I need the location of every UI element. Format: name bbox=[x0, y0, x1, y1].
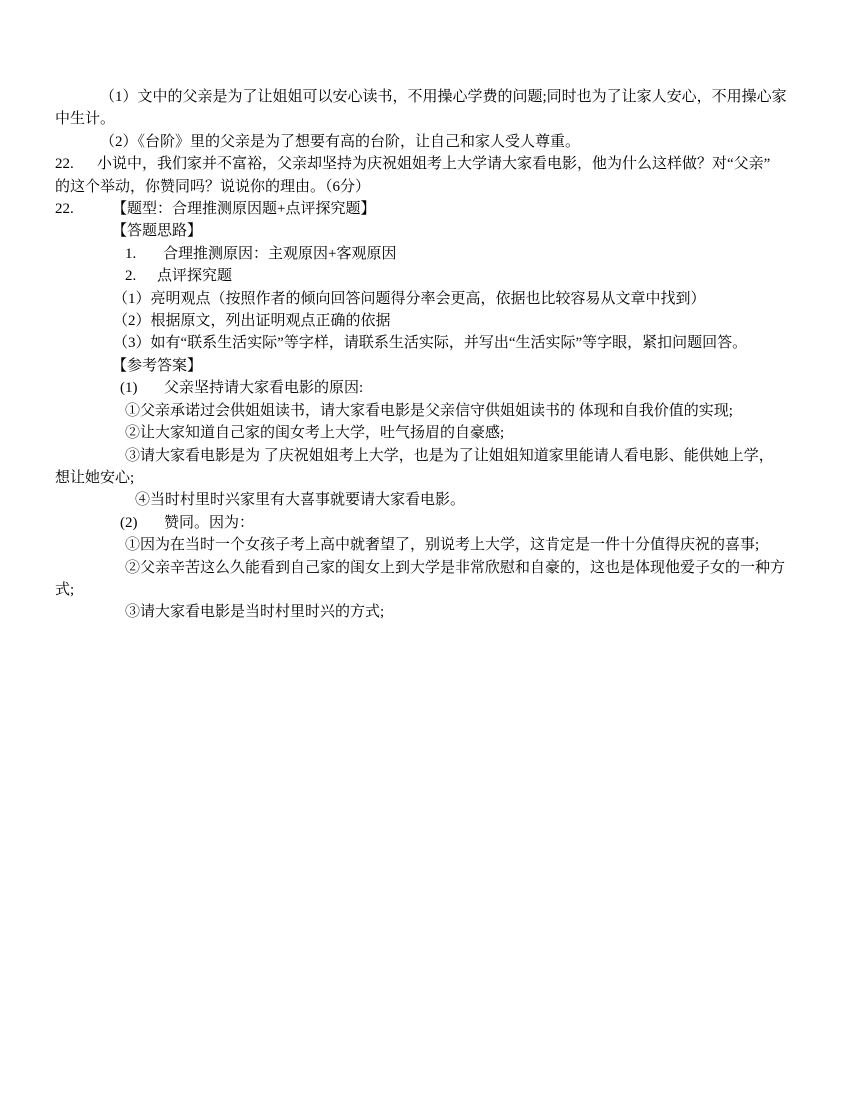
line-text: 式; bbox=[55, 581, 75, 598]
line-text: ①因为在当时一个女孩子考上高中就奢望了，别说考上大学，这肯定是一件十分值得庆祝的喜事; bbox=[125, 537, 760, 554]
circled-item bbox=[135, 489, 795, 511]
line-text: 【题型：合理推测原因题+点评探究题】 bbox=[112, 201, 376, 218]
line-text: ①父亲承诺过会供姐姐读书，请大家看电影是父亲信守供姐姐读书的 体现和自我价值的实现; bbox=[125, 402, 733, 419]
section-header bbox=[112, 355, 795, 377]
line-text: 的这个举动，你赞同吗？说说你的理由。（6分） bbox=[55, 178, 371, 195]
text-line bbox=[55, 108, 795, 130]
list-number: 2. bbox=[125, 268, 137, 285]
circled-item bbox=[125, 557, 795, 579]
line-text: 合理推测原因：主观原因+客观原因 bbox=[163, 245, 397, 262]
answer-item bbox=[120, 512, 795, 534]
text-line bbox=[55, 467, 795, 489]
text-line bbox=[100, 131, 795, 153]
line-text: ②父亲辛苦这么久能看到自己家的闺女上到大学是非常欣慰和自豪的，这也是体现他爱子女的一种方 bbox=[125, 559, 786, 576]
question-line bbox=[55, 153, 795, 175]
line-text: （3）如有“联系生活实际”等字样，请联系生活实际，并写出“生活实际”等字眼，紧扣问题回答。 bbox=[113, 335, 748, 352]
answer-heading-line bbox=[55, 198, 795, 220]
circled-item bbox=[125, 400, 795, 422]
list-number: 1. bbox=[125, 245, 137, 262]
line-text: 中生计。 bbox=[55, 111, 116, 128]
text-line bbox=[55, 176, 795, 198]
section-header bbox=[112, 220, 795, 242]
list-number: (2) bbox=[120, 514, 138, 531]
text-line bbox=[55, 579, 795, 601]
line-text: 【参考答案】 bbox=[112, 357, 203, 374]
line-text: 【答题思路】 bbox=[112, 223, 203, 240]
line-text: ③请大家看电影是为 了庆祝姐姐考上大学，也是为了让姐姐知道家里能请人看电影、能供她上学， bbox=[125, 447, 774, 464]
line-text: 赞同。因为： bbox=[164, 514, 255, 531]
line-text: （2）根据原文，列出证明观点正确的依据 bbox=[113, 313, 391, 330]
numbered-item bbox=[125, 243, 795, 265]
list-number: 22. bbox=[55, 201, 74, 218]
circled-item bbox=[125, 422, 795, 444]
line-text: （2）《台阶》里的父亲是为了想要有高的台阶，让自己和家人受人尊重。 bbox=[100, 133, 581, 150]
list-number: 22. bbox=[55, 156, 74, 173]
numbered-item bbox=[125, 265, 795, 287]
line-text: 父亲坚持请大家看电影的原因: bbox=[164, 380, 364, 397]
line-text: 点评探究题 bbox=[157, 268, 233, 285]
line-text: ④当时村里时兴家里有大喜事就要请大家看电影。 bbox=[135, 492, 466, 509]
line-text: （1）亮明观点（按照作者的倾向回答问题得分率会更高，依据也比较容易从文章中找到） bbox=[113, 290, 706, 307]
circled-item bbox=[125, 445, 795, 467]
text-line bbox=[100, 86, 795, 108]
step-line bbox=[113, 288, 795, 310]
line-text: （1）文中的父亲是为了让姐姐可以安心读书，不用操心学费的问题;同时也为了让家人安心，不用操心家 bbox=[100, 89, 787, 105]
document-body bbox=[55, 86, 795, 624]
answer-item bbox=[120, 377, 795, 399]
circled-item bbox=[125, 534, 795, 556]
line-text: ③请大家看电影是当时村里时兴的方式; bbox=[125, 604, 385, 621]
step-line bbox=[113, 332, 795, 354]
line-text: ②让大家知道自己家的闺女考上大学，吐气扬眉的自豪感; bbox=[125, 425, 505, 442]
circled-item bbox=[125, 601, 795, 623]
list-number: (1) bbox=[120, 380, 138, 397]
line-text: 想让她安心; bbox=[55, 469, 135, 486]
step-line bbox=[113, 310, 795, 332]
line-text: 小说中，我们家并不富裕，父亲却坚持为庆祝姐姐考上大学请大家看电影，他为什么这样做？对“父亲” bbox=[97, 156, 771, 173]
